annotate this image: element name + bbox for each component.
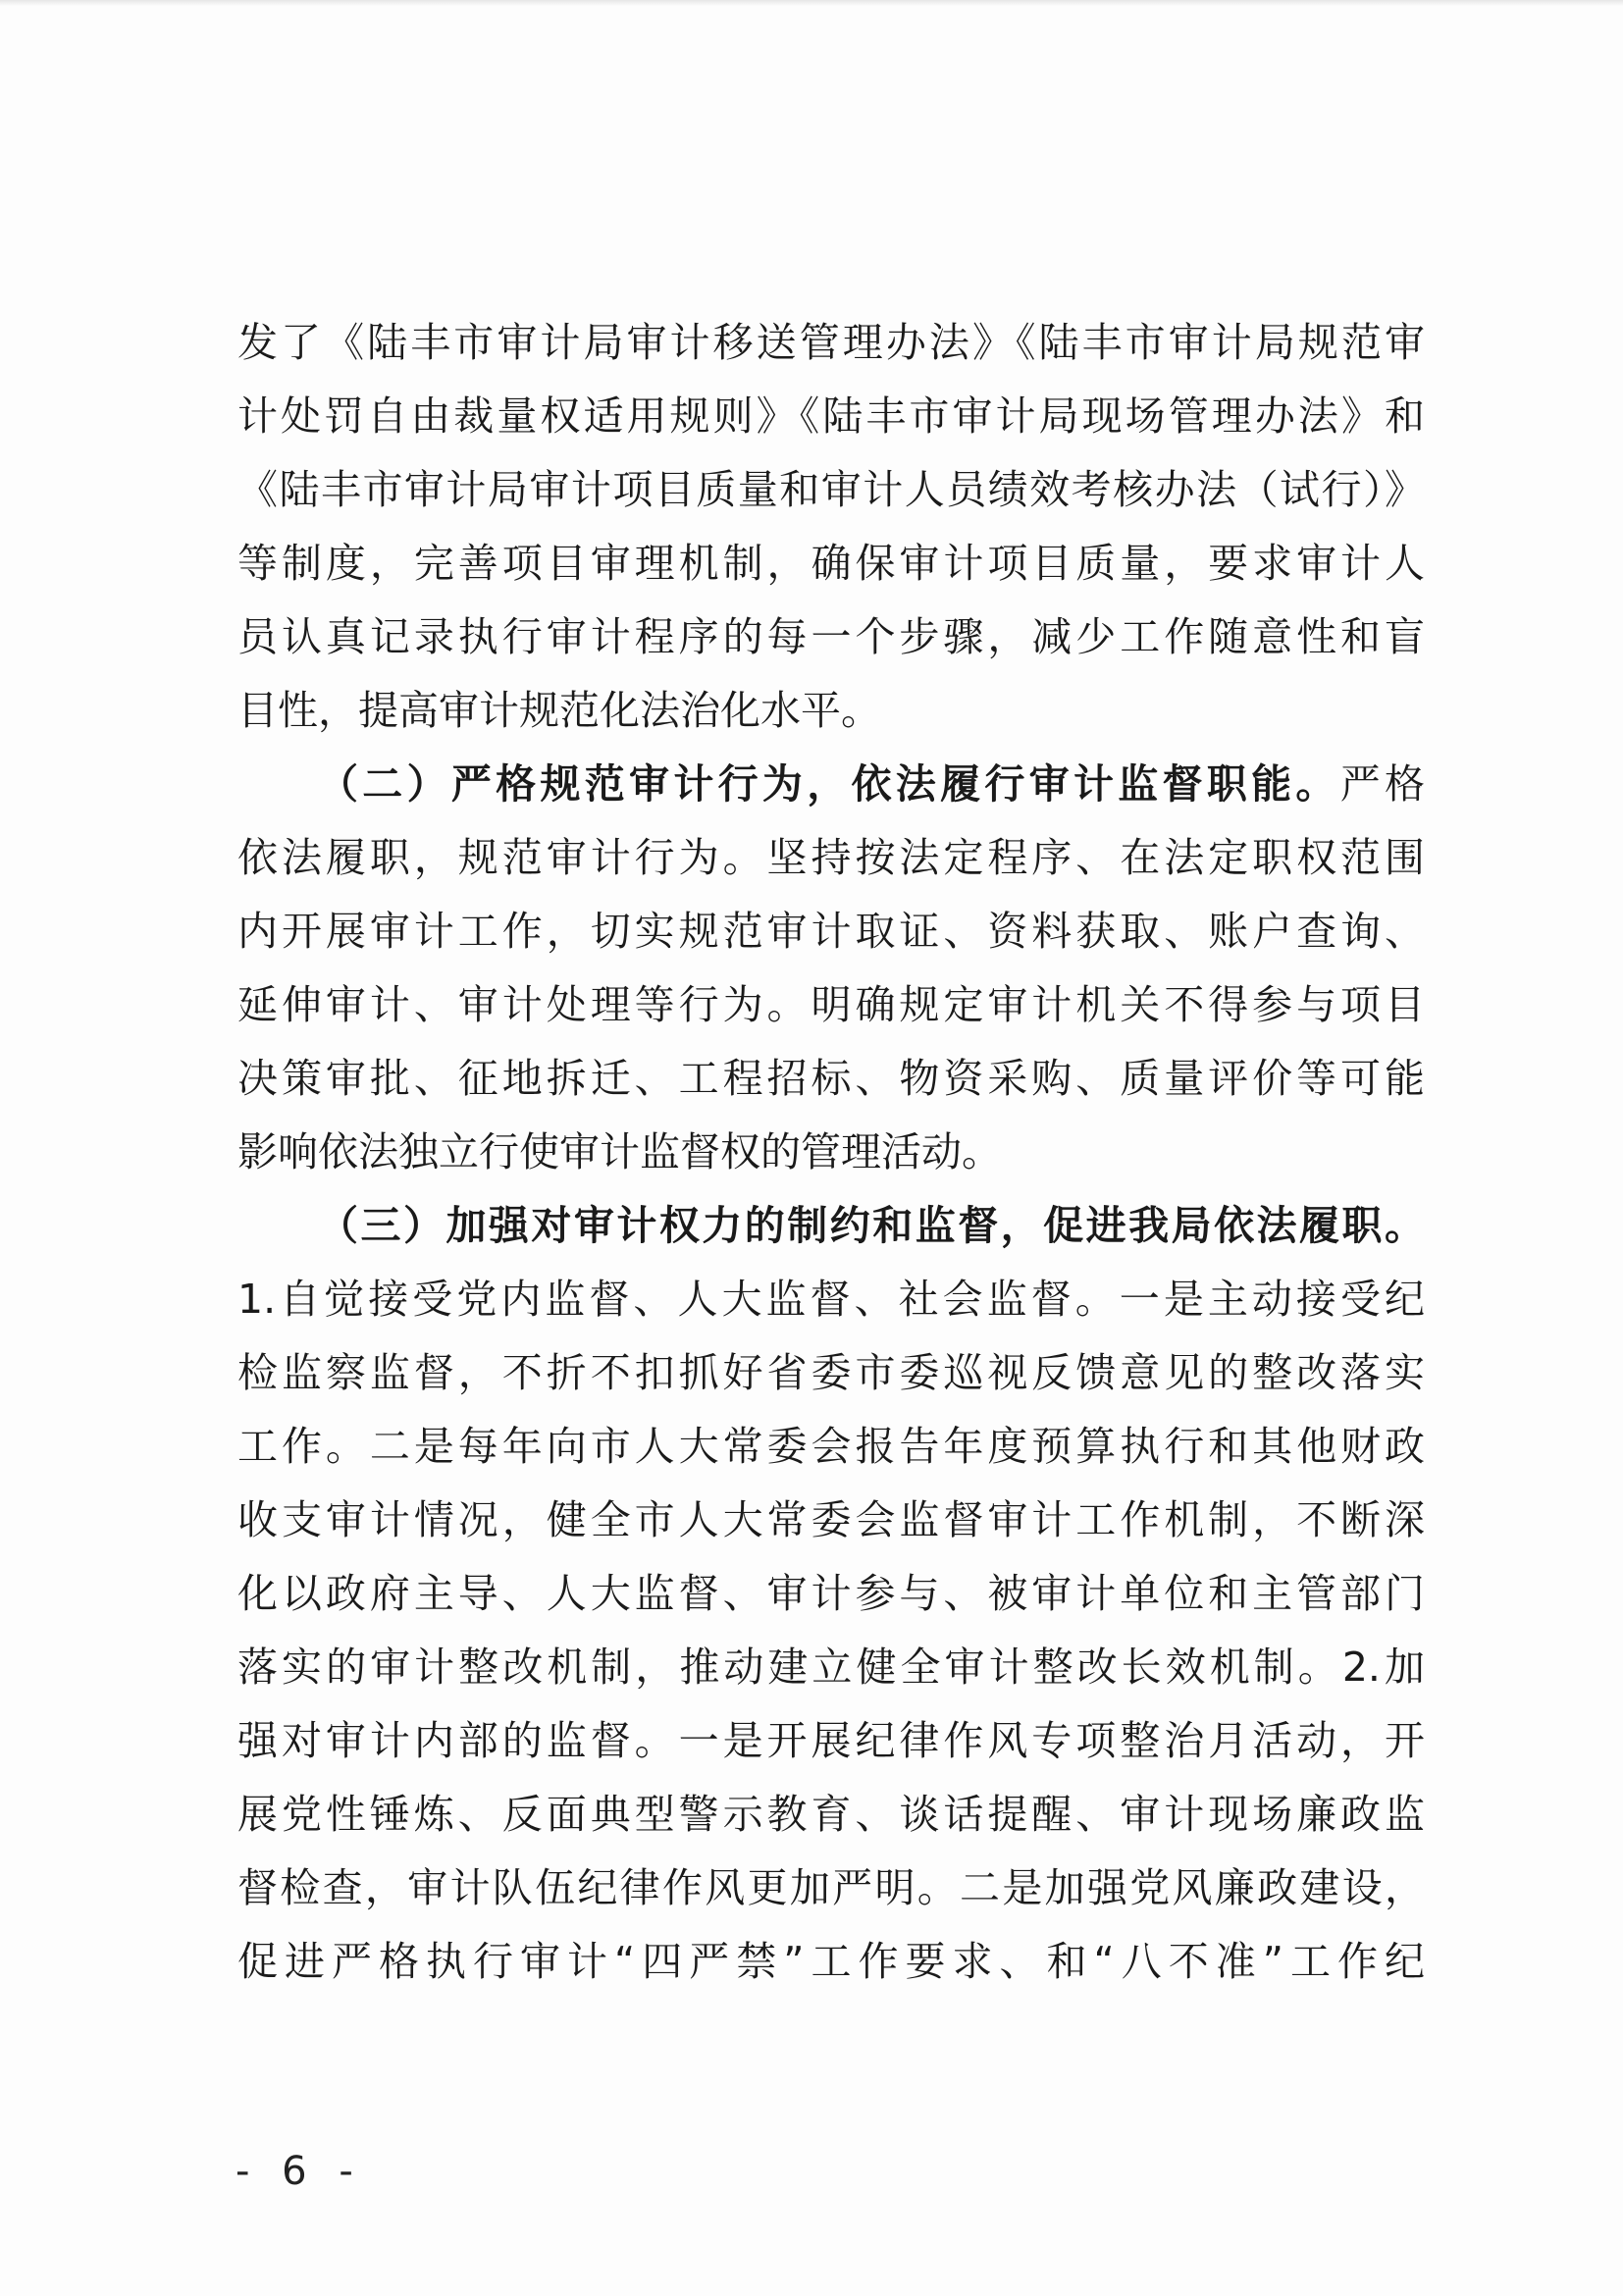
text-line: 强对审计内部的监督。一是开展纪律作风专项整治月活动，开 [237, 1717, 1425, 1764]
text-line: 延伸审计、审计处理等行为。明确规定审计机关不得参与项目 [237, 981, 1425, 1028]
text-line: 影响依法独立行使审计监督权的管理活动。 [237, 1128, 1002, 1175]
section-3 [237, 1189, 1425, 1999]
section-2-heading: （二）严格规范审计行为，依法履行审计监督职能。 [318, 760, 1340, 808]
text-line: 收支审计情况，健全市人大常委会监督审计工作机制，不断深 [237, 1496, 1425, 1543]
text-line: 1.自觉接受党内监督、人大监督、社会监督。一是主动接受纪 [237, 1276, 1425, 1323]
text-line: 督检查，审计队伍纪律作风更加严明。二是加强党风廉政建设， [237, 1864, 1425, 1911]
text-line: 等制度，完善项目审理机制，确保审计项目质量，要求审计人 [237, 540, 1425, 587]
page-number: - 6 - [236, 2149, 363, 2194]
text-line: 《陆丰市审计局审计项目质量和审计人员绩效考核办法（试行）》 [237, 466, 1425, 513]
text-line: 促进严格执行审计“四严禁”工作要求、和“八不准”工作纪 [237, 1938, 1425, 1985]
text-line: 发了《陆丰市审计局审计移送管理办法》《陆丰市审计局规范审 [237, 319, 1425, 366]
text-line: 内开展审计工作，切实规范审计取证、资料获取、账户查询、 [237, 908, 1425, 955]
text-line: 目性，提高审计规范化法治化水平。 [237, 687, 881, 734]
text-line: 落实的审计整改机制，推动建立健全审计整改长效机制。2.加 [237, 1644, 1425, 1691]
text-line: 计处罚自由裁量权适用规则》《陆丰市审计局现场管理办法》和 [237, 392, 1425, 440]
text-line: 检监察监督，不折不扣抓好省委市委巡视反馈意见的整改落实 [237, 1349, 1425, 1396]
document-body [237, 306, 1425, 1999]
text-line: 展党性锤炼、反面典型警示教育、谈话提醒、审计现场廉政监 [237, 1791, 1425, 1838]
text-line: 工作。二是每年向市人大常委会报告年度预算执行和其他财政 [237, 1423, 1425, 1470]
section-2-first-line [237, 748, 1425, 821]
text-line: 决策审批、征地拆迁、工程招标、物资采购、质量评价等可能 [237, 1055, 1425, 1102]
scan-edge [0, 0, 1623, 6]
text-line: 依法履职，规范审计行为。坚持按法定程序、在法定职权范围 [237, 834, 1425, 881]
section-2 [237, 748, 1425, 1189]
text-line: 化以政府主导、人大监督、审计参与、被审计单位和主管部门 [237, 1570, 1425, 1617]
section-3-heading: （三）加强对审计权力的制约和监督，促进我局依法履职。 [318, 1202, 1425, 1249]
section-2-heading-tail: 严格 [1339, 760, 1426, 808]
paragraph-regulations [237, 306, 1425, 748]
text-line: 员认真记录执行审计程序的每一个步骤，减少工作随意性和盲 [237, 613, 1425, 660]
